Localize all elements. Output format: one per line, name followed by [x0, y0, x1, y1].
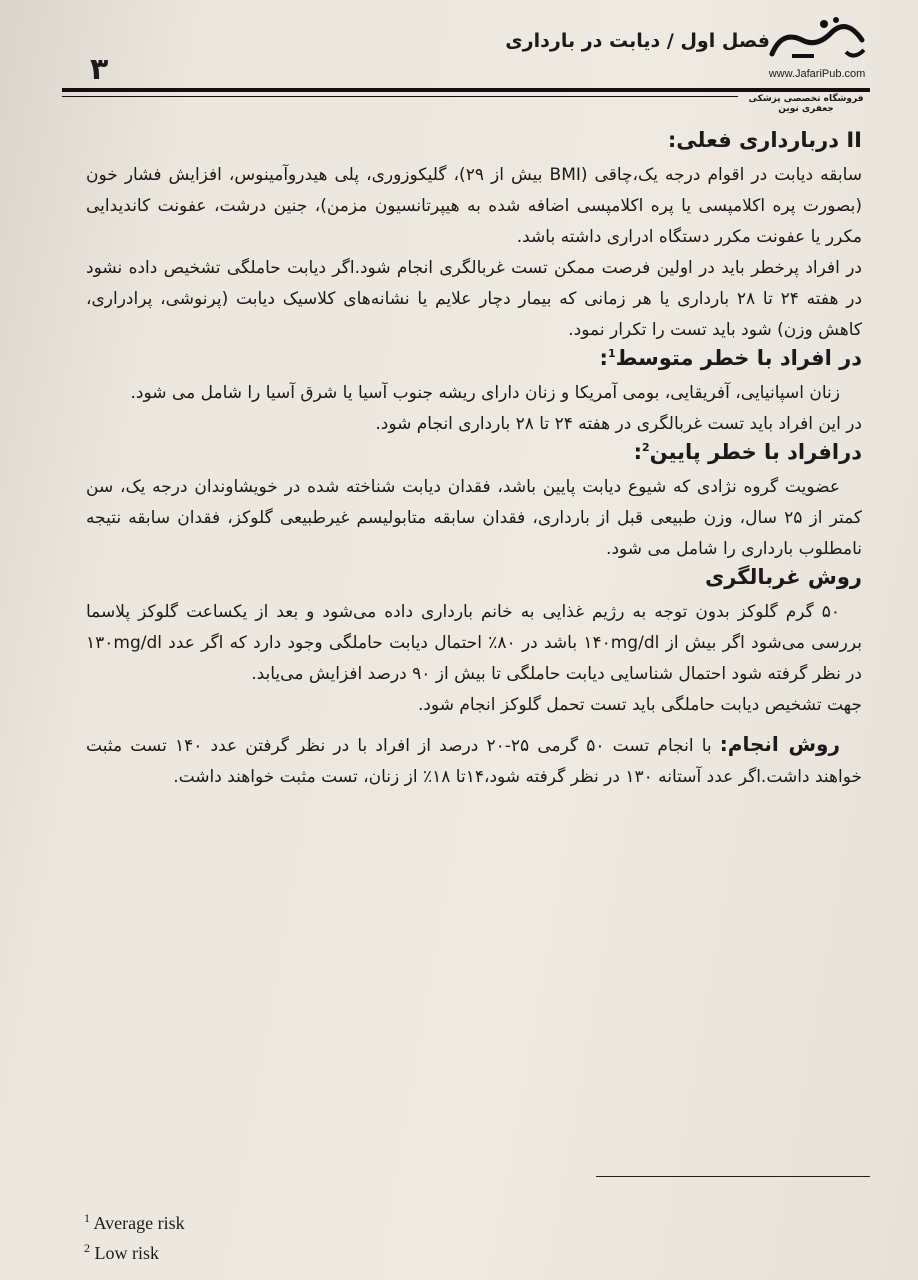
section-heading: در افراد با خطر متوسط$^1$: — [599, 346, 862, 370]
header-rule-thin — [62, 96, 738, 97]
method-label: روش انجام: — [719, 732, 841, 756]
section-heading: روش غربالگری — [704, 565, 862, 589]
section-heading: درافراد با خطر پایین$^2$: — [633, 440, 862, 464]
paragraph: سابقه دیابت در اقوام درجه یک،چاقی (BMI بیش از ۲۹)، گلیکوزوری، پلی هیدروآمینوس، افزایش فشار خون (بصورت پره اکلامپسی یا پره اکلامپسی اضافه شده به هیپرتانسیون مزمن)، جنین درشت، عفونت کاندیدایی مکرر یا عفونت مکرر دستگاه ادراری داشته باشد. — [86, 165, 863, 247]
footnote-rule — [596, 1176, 870, 1177]
paragraph: عضویت گروه نژادی که شیوع دیابت پایین باشد، فقدان دیابت شناخته شده در خویشاوندان درجه یک، سن کمتر از ۲۵ سال، وزن طبیعی قبل از بارداری، فقدان سابقه متابولیسم غیرطبیعی گلوکز، فقدان سابقه نتیجه نامطلوب بارداری را شامل می شود. — [86, 477, 863, 559]
footnote: $^1$ Average risk — [84, 1211, 185, 1233]
paragraph: ۵۰ گرم گلوکز بدون توجه به رژیم غذایی به خانم بارداری داده می‌شود و بعد از یکساعت گلوکز پلاسما بررسی می‌شود اگر بیش از ۱۴۰mg/dl باشد در ۸۰٪ احتمال دیابت حاملگی وجود دارد که اگر عدد ۱۳۰mg/dl در نظر گرفته شود احتمال شناسایی دیابت حاملگی تا بیش از ۹۰ درصد افزایش می‌یابد. — [86, 602, 863, 684]
header-rule-thick — [62, 88, 870, 92]
section-heading: II دربارداری فعلی: — [667, 128, 862, 152]
publisher-logo — [762, 10, 872, 94]
footnote-marker: 1 — [607, 347, 616, 360]
paragraph: زنان اسپانیایی، آفریقایی، بومی آمریکا و زنان دارای ریشه جنوب آسیا یا شرق آسیا را شامل می شود. — [130, 383, 840, 403]
footnote-marker: 2 — [642, 441, 650, 454]
page-body — [86, 128, 862, 793]
paragraph: در این افراد باید تست غربالگری در هفته ۲۴ تا ۲۸ بارداری انجام شود. — [375, 414, 862, 434]
paragraph: جهت تشخیص دیابت حاملگی باید تست تحمل گلوکز انجام شود. — [417, 695, 862, 715]
running-header: فصل اول / دیابت در بارداری — [505, 30, 770, 52]
logo-url: www.JafariPub.com — [768, 68, 866, 80]
footnotes — [84, 1206, 384, 1266]
logo-caption: فروشگاه تخصصی پزشکی جعفری نوین — [748, 94, 864, 114]
page-number: ۳ — [90, 52, 109, 87]
logo-emblem-icon — [762, 10, 872, 66]
paragraph: در افراد پرخطر باید در اولین فرصت ممکن تست غربالگری انجام شود.اگر دیابت حاملگی تشخیص داده نشود در هفته ۲۴ تا ۲۸ بارداری یا هر زمانی که بیمار دچار علایم یا نشانه‌های کلاسیک دیابت (پرنوشی، پرادراری، کاهش وزن) شود باید تست را تکرار نمود. — [86, 258, 863, 340]
footnote: $^2$ Low risk — [84, 1241, 159, 1263]
method-paragraph — [86, 729, 862, 793]
method-text: با انجام تست ۵۰ گرمی ۲۵-۲۰ درصد از افراد با در نظر گرفتن عدد ۱۴۰ تست مثبت خواهند داشت.اگر عدد آستانه ۱۳۰ در نظر گرفته شود،۱۴تا ۱۸٪ از زنان، تست مثبت خواهند داشت. — [86, 736, 862, 787]
